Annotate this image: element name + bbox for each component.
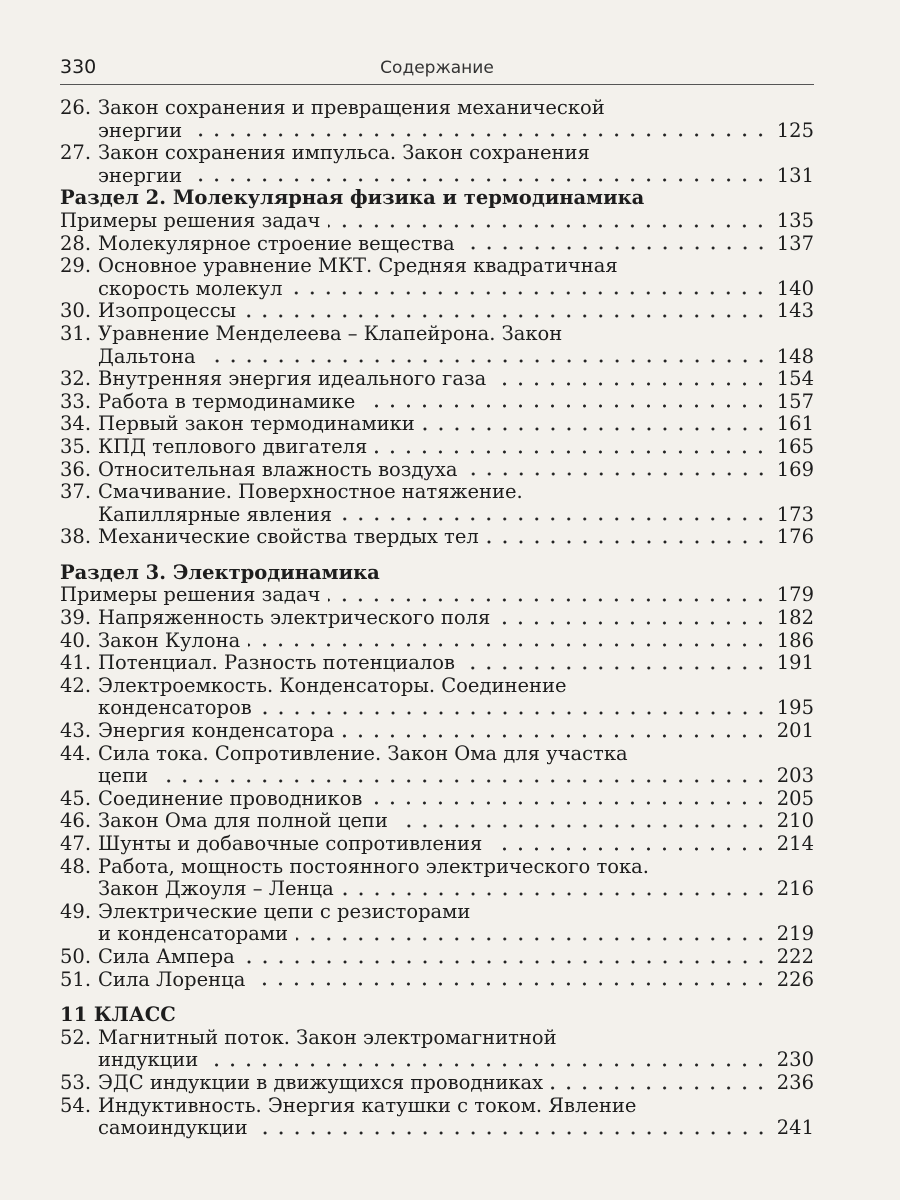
toc-entry (60, 481, 814, 504)
dot-leader (342, 734, 768, 738)
entry-title: конденсаторов (98, 696, 252, 720)
dot-leader (370, 801, 768, 805)
dot-leader (206, 1063, 769, 1067)
entry-page: 148 (776, 344, 814, 368)
toc-entry (60, 833, 814, 856)
entry-page: 143 (776, 299, 814, 323)
toc-line (98, 346, 814, 369)
entry-title: Сила тока. Сопротивление. Закон Ома для участка (98, 741, 628, 765)
toc-entry-continuation (60, 120, 814, 143)
toc-entry (60, 856, 814, 879)
dot-leader (340, 517, 769, 521)
toc-entry (60, 1072, 814, 1095)
dot-leader (248, 643, 769, 647)
toc-entry-continuation (60, 1049, 814, 1072)
dot-leader (328, 598, 768, 602)
entry-number: 48. (60, 854, 92, 878)
entry-page: 203 (776, 764, 814, 788)
dot-leader (551, 1086, 769, 1090)
toc-line (98, 504, 814, 527)
toc-line (98, 720, 814, 743)
dot-leader (463, 246, 769, 250)
dot-leader (466, 472, 769, 476)
toc-entry (60, 788, 814, 811)
entry-title: Смачивание. Поверхностное натяжение. (98, 480, 523, 504)
entry-page: 191 (776, 651, 814, 675)
entry-page: 195 (776, 696, 814, 720)
toc-line (98, 165, 814, 188)
toc-line (98, 969, 814, 992)
toc-entry (60, 526, 814, 549)
toc-line (98, 833, 814, 856)
entry-page: 236 (776, 1070, 814, 1094)
entry-page: 125 (776, 118, 814, 142)
section-heading-text: 11 КЛАСС (60, 1003, 176, 1027)
entry-page: 222 (776, 944, 814, 968)
entry-page: 230 (776, 1048, 814, 1072)
dot-leader (396, 824, 769, 828)
entry-title: Потенциал. Разность потенциалов (98, 651, 455, 675)
dot-leader (375, 450, 768, 454)
toc-line (98, 436, 814, 459)
entry-number: 45. (60, 786, 92, 810)
toc-entry (60, 1027, 814, 1050)
section-heading-text: Раздел 2. Молекулярная физика и термодинамика (60, 186, 645, 210)
entry-number: 39. (60, 606, 92, 630)
section-heading-text: Раздел 3. Электродинамика (60, 560, 380, 584)
entry-title: Относительная влажность воздуха (98, 457, 458, 481)
entry-page: 182 (776, 606, 814, 630)
entry-number: 33. (60, 389, 92, 413)
entry-number: 40. (60, 628, 92, 652)
entry-title: КПД теплового двигателя (98, 434, 368, 458)
entry-page: 135 (776, 208, 814, 232)
toc-entry-continuation (60, 765, 814, 788)
entry-page: 186 (776, 628, 814, 652)
entry-page: 169 (776, 457, 814, 481)
toc-line (98, 1072, 814, 1095)
entry-title: Капиллярные явления (98, 502, 333, 526)
entry-number: 30. (60, 299, 92, 323)
entry-title: Первый закон термодинамики (98, 412, 415, 436)
dot-leader (243, 960, 769, 964)
page-header (60, 56, 814, 85)
toc-entry-continuation (60, 504, 814, 527)
entry-page: 137 (776, 231, 814, 255)
entry-title: самоиндукции (98, 1116, 248, 1140)
section-heading (60, 1004, 814, 1027)
entry-title: Закон Джоуля – Ленца (98, 877, 334, 901)
entry-number: 50. (60, 944, 92, 968)
entry-number: 37. (60, 480, 92, 504)
entry-number: 27. (60, 141, 92, 165)
toc-entry (60, 413, 814, 436)
entry-title: энергии (98, 163, 183, 187)
toc-entry-continuation (60, 278, 814, 301)
entry-number: 51. (60, 967, 92, 991)
toc-entry (60, 300, 814, 323)
toc-entry (60, 210, 814, 233)
entry-title: Магнитный поток. Закон электромагнитной (98, 1025, 557, 1049)
entry-title: Закон Кулона (98, 628, 241, 652)
entry-title: Примеры решения задач (60, 583, 321, 607)
toc-entry (60, 459, 814, 482)
toc-line (98, 607, 814, 630)
toc-entry (60, 323, 814, 346)
entry-number: 35. (60, 434, 92, 458)
entry-page: 176 (776, 525, 814, 549)
toc-line (98, 1117, 814, 1140)
toc-line (98, 120, 814, 143)
dot-leader (244, 314, 769, 318)
dot-leader (253, 982, 768, 986)
entry-title: Примеры решения задач (60, 208, 321, 232)
toc-line (98, 368, 814, 391)
entry-page: 201 (776, 719, 814, 743)
entry-title: Сила Ампера (98, 944, 235, 968)
toc-entry (60, 946, 814, 969)
toc-entry (60, 969, 814, 992)
entry-page: 157 (776, 389, 814, 413)
entry-number: 26. (60, 96, 92, 119)
entry-number: 46. (60, 809, 92, 833)
entry-number: 36. (60, 457, 92, 481)
dot-leader (156, 779, 769, 783)
toc-line (60, 584, 814, 607)
toc-entry (60, 391, 814, 414)
entry-number: 44. (60, 741, 92, 765)
entry-number: 49. (60, 899, 92, 923)
entry-title: Дальтона (98, 344, 196, 368)
entry-page: 140 (776, 276, 814, 300)
toc-line (98, 526, 814, 549)
toc-line (98, 878, 814, 901)
entry-page: 214 (776, 832, 814, 855)
dot-leader (190, 178, 769, 182)
dot-leader (490, 847, 768, 851)
toc-line (98, 630, 814, 653)
toc-line (98, 697, 814, 720)
dot-leader (256, 1131, 769, 1135)
dot-leader (296, 937, 769, 941)
entry-number: 41. (60, 651, 92, 675)
dot-leader (328, 224, 768, 228)
entry-page: 165 (776, 434, 814, 458)
toc-entry-continuation (60, 165, 814, 188)
entry-page: 219 (776, 922, 814, 946)
toc-entry (60, 97, 814, 120)
toc-entry (60, 630, 814, 653)
entry-title: Основное уравнение МКТ. Средняя квадратичная (98, 254, 618, 278)
dot-leader (487, 540, 769, 544)
entry-number: 32. (60, 367, 92, 391)
entry-page: 226 (776, 967, 814, 991)
entry-number: 31. (60, 321, 92, 345)
toc-entry (60, 901, 814, 924)
entry-title: Работа в термодинамике (98, 389, 356, 413)
section-heading (60, 562, 814, 585)
toc-line (60, 210, 814, 233)
entry-title: Закон сохранения и превращения механической (98, 96, 605, 119)
toc-entry (60, 584, 814, 607)
entry-number: 29. (60, 254, 92, 278)
running-title: Содержание (380, 58, 494, 78)
entry-number: 42. (60, 673, 92, 697)
entry-number: 38. (60, 525, 92, 549)
entry-title: Молекулярное строение вещества (98, 231, 455, 255)
entry-title: Энергия конденсатора (98, 719, 335, 743)
entry-page: 131 (776, 163, 814, 187)
toc-line (98, 459, 814, 482)
dot-leader (494, 382, 769, 386)
toc-line (98, 278, 814, 301)
entry-number: 34. (60, 412, 92, 436)
dot-leader (363, 404, 769, 408)
toc-entry (60, 607, 814, 630)
dot-leader (463, 666, 769, 670)
entry-number: 28. (60, 231, 92, 255)
toc-entry (60, 436, 814, 459)
section-heading (60, 187, 814, 210)
dot-leader (204, 359, 769, 363)
dot-leader (423, 427, 769, 431)
dot-leader (290, 291, 768, 295)
toc-entry-continuation (60, 878, 814, 901)
entry-number: 52. (60, 1025, 92, 1049)
entry-title: Сила Лоренца (98, 967, 246, 991)
entry-title: Работа, мощность постоянного электрического тока. (98, 854, 649, 878)
toc-entry (60, 368, 814, 391)
toc-entry (60, 810, 814, 833)
entry-page: 173 (776, 502, 814, 526)
toc-entry (60, 720, 814, 743)
toc-entry (60, 743, 814, 766)
toc-entry-continuation (60, 1117, 814, 1140)
toc-entry-continuation (60, 346, 814, 369)
table-of-contents (60, 97, 814, 1140)
entry-title: Шунты и добавочные сопротивления (98, 832, 483, 855)
entry-title: Закон сохранения импульса. Закон сохранения (98, 141, 590, 165)
entry-title: Электроемкость. Конденсаторы. Соединение (98, 673, 567, 697)
entry-title: Электрические цепи с резисторами (98, 899, 471, 923)
entry-page: 210 (776, 809, 814, 833)
toc-entry (60, 1095, 814, 1118)
entry-page: 179 (776, 583, 814, 607)
entry-page: 216 (776, 877, 814, 901)
entry-title: энергии (98, 118, 183, 142)
entry-title: Соединение проводников (98, 786, 363, 810)
toc-line (98, 391, 814, 414)
entry-title: Индуктивность. Энергия катушки с током. Явление (98, 1093, 637, 1117)
entry-title: ЭДС индукции в движущихся проводниках (98, 1070, 544, 1094)
entry-number: 54. (60, 1093, 92, 1117)
entry-title: и конденсаторами (98, 922, 289, 946)
dot-leader (498, 621, 768, 625)
entry-title: Закон Ома для полной цепи (98, 809, 388, 833)
entry-title: Внутренняя энергия идеального газа (98, 367, 487, 391)
toc-entry-continuation (60, 923, 814, 946)
toc-line (98, 233, 814, 256)
toc-entry-continuation (60, 697, 814, 720)
entry-number: 43. (60, 719, 92, 743)
entry-title: скорость молекул (98, 276, 283, 300)
toc-entry (60, 675, 814, 698)
toc-line (98, 1049, 814, 1072)
toc-line (98, 413, 814, 436)
toc-entry (60, 142, 814, 165)
entry-number: 53. (60, 1070, 92, 1094)
dot-leader (260, 711, 769, 715)
toc-line (98, 652, 814, 675)
entry-number: 47. (60, 832, 92, 855)
entry-title: Изопроцессы (98, 299, 237, 323)
dot-leader (190, 133, 769, 137)
entry-page: 161 (776, 412, 814, 436)
toc-entry (60, 233, 814, 256)
entry-title: Механические свойства твердых тел (98, 525, 479, 549)
entry-page: 241 (776, 1116, 814, 1140)
toc-line (98, 788, 814, 811)
toc-line (98, 810, 814, 833)
toc-line (98, 300, 814, 323)
entry-title: индукции (98, 1048, 199, 1072)
entry-title: цепи (98, 764, 149, 788)
toc-entry (60, 255, 814, 278)
page-number: 330 (60, 56, 97, 78)
toc-line (98, 946, 814, 969)
entry-page: 154 (776, 367, 814, 391)
toc-entry (60, 652, 814, 675)
toc-line (98, 765, 814, 788)
dot-leader (342, 892, 769, 896)
entry-title: Уравнение Менделеева – Клапейрона. Закон (98, 321, 563, 345)
entry-title: Напряженность электрического поля (98, 606, 491, 630)
toc-line (98, 923, 814, 946)
entry-page: 205 (776, 786, 814, 810)
